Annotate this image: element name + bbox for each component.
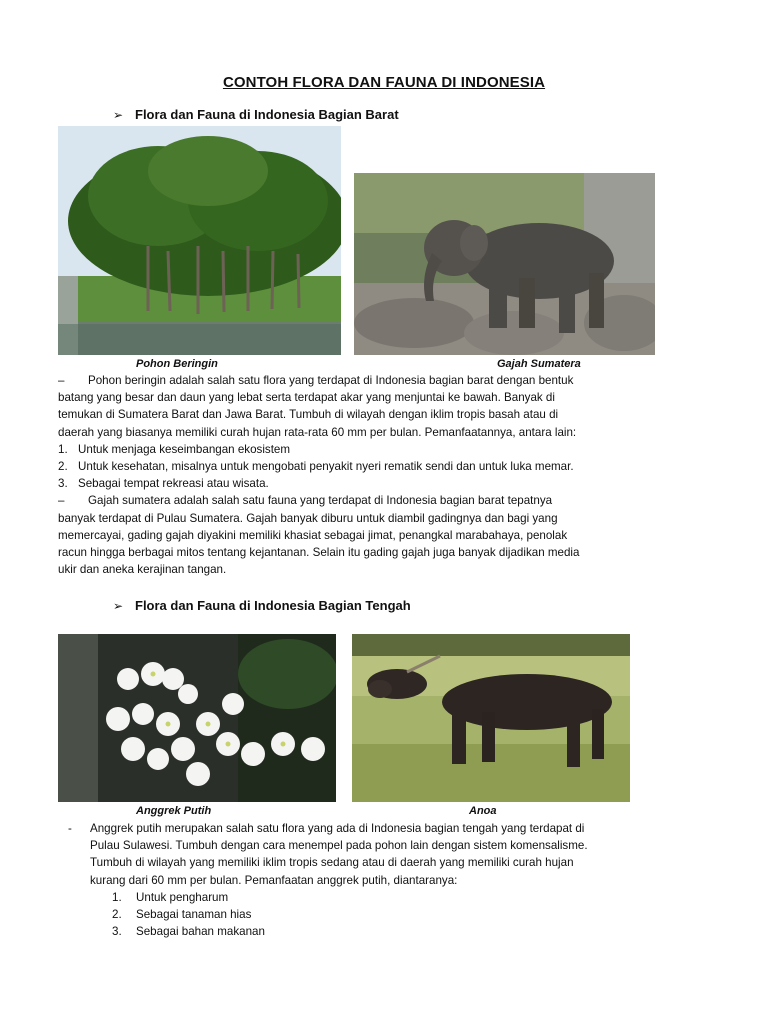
anoa-photo bbox=[352, 634, 630, 802]
text-line: memercayai, gading gajah diyakini memiliki khasiat sebagai jimat, penangkal marabahaya, penolak bbox=[58, 528, 568, 542]
section-heading-barat bbox=[113, 107, 399, 122]
list-item: 3. Sebagai bahan makanan bbox=[112, 925, 265, 939]
caption-gajah-sumatera: Gajah Sumatera bbox=[497, 358, 581, 370]
text-line: batang yang besar dan daun yang lebat serta terdapat akar yang menjuntai ke bawah. Banyak di bbox=[58, 391, 555, 405]
text-line: daerah yang biasanya memiliki curah hujan rata-rata 60 mm per bulan. Pemanfaatannya, antara lain: bbox=[58, 425, 577, 439]
arrow-bullet-icon: ➢ bbox=[113, 598, 124, 613]
paragraph-barat bbox=[58, 372, 698, 578]
caption-anoa: Anoa bbox=[469, 805, 497, 817]
caption-pohon-beringin: Pohon Beringin bbox=[136, 358, 218, 370]
white-orchid-photo bbox=[58, 634, 336, 802]
text-line: Tumbuh di wilayah yang memiliki iklim tropis sedang atau di daerah yang memiliki curah hujan bbox=[90, 856, 574, 870]
list-item: 3. Sebagai tempat rekreasi atau wisata. bbox=[58, 477, 269, 491]
arrow-bullet-icon: ➢ bbox=[113, 107, 124, 122]
list-item: 2. Untuk kesehatan, misalnya untuk mengobati penyakit nyeri rematik sendi dan untuk luka memar. bbox=[58, 460, 574, 474]
banyan-tree-photo bbox=[58, 126, 341, 355]
flora-text-first-line: Pohon beringin adalah salah satu flora yang terdapat di Indonesia bagian barat dengan bentuk bbox=[88, 374, 574, 387]
sumatran-elephant-photo bbox=[354, 173, 655, 355]
text-line: temukan di Sumatera Barat dan Jawa Barat. Tumbuh di wilayah dengan iklim tropis basah atau di bbox=[58, 408, 559, 422]
section-heading-text: Flora dan Fauna di Indonesia Bagian Barat bbox=[135, 107, 399, 122]
text-line: Pulau Sulawesi. Tumbuh dengan cara menempel pada pohon lain dengan sistem komensalisme. bbox=[90, 839, 588, 853]
text-line: racun hingga berbagai mitos tentang kejantanan. Selain itu gading gajah juga banyak dijadikan media bbox=[58, 546, 580, 560]
fauna-text-first-line: Gajah sumatera adalah salah satu fauna yang terdapat di Indonesia bagian barat tepatnya bbox=[88, 494, 553, 508]
section-heading-text: Flora dan Fauna di Indonesia Bagian Tengah bbox=[135, 598, 411, 613]
paragraph-tengah bbox=[68, 820, 698, 940]
hyphen-bullet: - bbox=[68, 822, 72, 835]
caption-anggrek-putih: Anggrek Putih bbox=[136, 805, 212, 817]
flora-text-first-line: Anggrek putih merupakan salah satu flora yang ada di Indonesia bagian tengah yang terdapat di bbox=[90, 822, 585, 835]
text-line: ukir dan aneka kerajinan tangan. bbox=[58, 563, 227, 577]
page-title: CONTOH FLORA DAN FAUNA DI INDONESIA bbox=[222, 74, 546, 91]
dash-bullet: – bbox=[58, 374, 65, 387]
list-item: 1. Untuk pengharum bbox=[112, 890, 229, 904]
text-line: banyak terdapat di Pulau Sumatera. Gajah banyak diburu untuk diambil gadingnya dan bagi yang bbox=[58, 511, 558, 525]
text-line: kurang dari 60 mm per bulan. Pemanfaatan anggrek putih, diantaranya: bbox=[90, 873, 458, 887]
section-heading-tengah bbox=[113, 598, 411, 613]
list-item: 1. Untuk menjaga keseimbangan ekosistem bbox=[58, 442, 291, 456]
dash-bullet: – bbox=[58, 494, 65, 508]
list-item: 2. Sebagai tanaman hias bbox=[112, 908, 252, 922]
